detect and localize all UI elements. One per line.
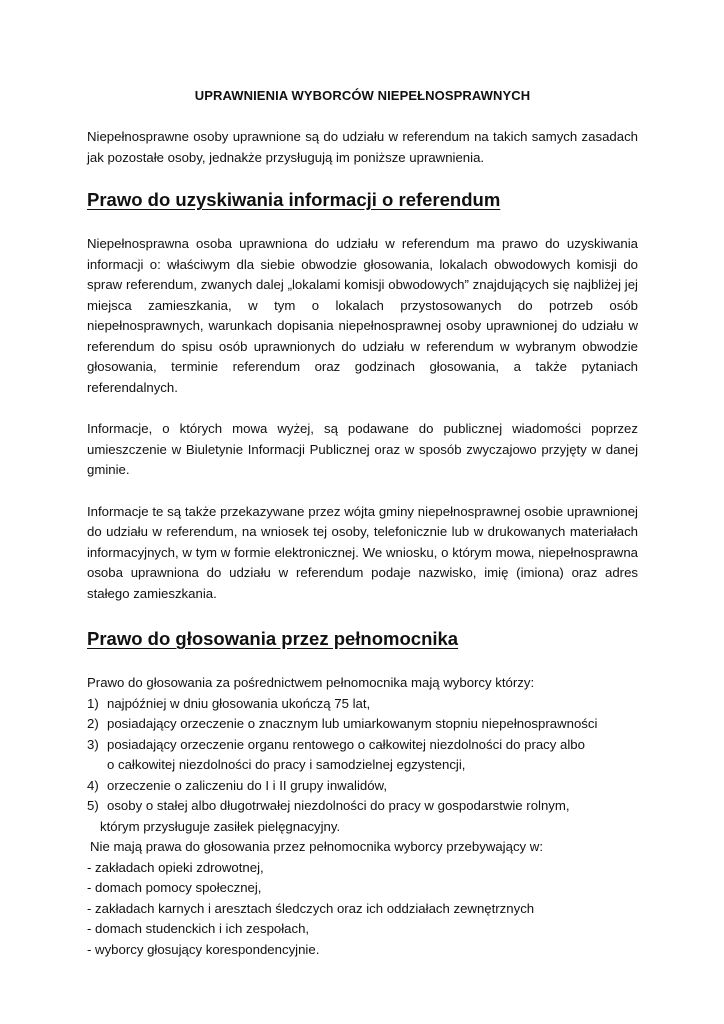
exclusion-lead: Nie mają prawa do głosowania przez pełnomocnika wyborcy przebywający w:: [90, 839, 543, 854]
list-item-text: posiadający orzeczenie organu rentowego o całkowitej niezdolności do pracy albo: [107, 736, 585, 752]
list-item-text: posiadający orzeczenie o znacznym lub umiarkowanym stopniu niepełnosprawności: [107, 716, 598, 731]
section-heading-information: Prawo do uzyskiwania informacji o referendum: [87, 189, 501, 210]
section-heading-proxy-voting: Prawo do głosowania przez pełnomocnika: [87, 628, 459, 649]
list-number: 3): [87, 736, 99, 752]
list-item: [87, 694, 638, 715]
information-paragraph-1: Niepełnosprawna osoba uprawniona do udziału w referendum ma prawo do uzyskiwania informacji o: właściwym dla siebie obwodzie głosowania, lokalach obwodowych komisji do spraw referendum, zwanych dalej „lokalami komisji obwodowych” znajdujących się najbliżej jej miejsca zamieszkania, w tym o lokalach przystosowanych do potrzeb osób niepełnosprawnych, warunkach dopisania niepełnosprawnej osoby uprawnionej do udziału w referendum do spisu osób uprawnionych do udziału w referendum w wybranym obwodzie głosowania, terminie referendum oraz godzinach głosowania, a także pytaniach referendalnych.: [87, 236, 638, 395]
exclusion-item: - domach studenckich i ich zespołach,: [87, 921, 310, 936]
document-page: [87, 88, 638, 960]
list-number: 4): [87, 777, 99, 793]
intro-paragraph: Niepełnosprawne osoby uprawnione są do udziału w referendum na takich samych zasadach jak pozostałe osoby, jednakże przysługują im poniższe uprawnienia.: [87, 129, 638, 165]
list-item-continuation: którym przysługuje zasiłek pielęgnacyjny.: [100, 818, 341, 834]
list-number: 5): [87, 798, 99, 813]
exclusion-item: - zakładach opieki zdrowotnej,: [87, 859, 264, 875]
exclusion-item: - domach pomocy społecznej,: [87, 880, 262, 895]
information-paragraph-3: Informacje te są także przekazywane przez wójta gminy niepełnosprawnej osobie uprawnionej do udziału w referendum, na wniosek tej osoby, telefonicznie lub w drukowanych materiałach informacyjnych, w tym w formie elektronicznej. We wniosku, o którym mowa, niepełnosprawna osoba uprawniona do udziału w referendum podaje nazwisko, imię (imiona) oraz adres stałego zamieszkania.: [87, 503, 638, 601]
list-item-text: osoby o stałej albo długotrwałej niezdolności do pracy w gospodarstwie rolnym,: [107, 798, 570, 813]
list-item: [87, 796, 638, 817]
list-item: [87, 776, 638, 797]
list-item-text: najpóźniej w dniu głosowania ukończą 75 lat,: [107, 695, 371, 711]
list-item: [87, 735, 638, 756]
exclusion-list: [87, 858, 638, 961]
list-item-text: orzeczenie o zaliczeniu do I i II grupy inwalidów,: [107, 777, 388, 793]
proxy-lead: Prawo do głosowania za pośrednictwem pełnomocnika mają wyborcy którzy:: [87, 675, 535, 690]
document-title: UPRAWNIENIA WYBORCÓW NIEPEŁNOSPRAWNYCH: [194, 88, 531, 103]
information-paragraph-2: Informacje, o których mowa wyżej, są podawane do publicznej wiadomości poprzez umieszczenie w Biuletynie Informacji Publicznej oraz w sposób zwyczajowo przyjęty w danej gminie.: [87, 421, 638, 477]
list-item: [87, 714, 638, 735]
proxy-eligibility-list: [87, 694, 638, 838]
exclusion-item: - wyborcy głosujący korespondencyjnie.: [87, 941, 320, 957]
list-item-continuation: o całkowitej niezdolności do pracy i samodzielnej egzystencji,: [107, 757, 466, 772]
list-number: 2): [87, 716, 99, 731]
exclusion-item: - zakładach karnych i aresztach śledczych oraz ich oddziałach zewnętrznych: [87, 900, 535, 916]
list-number: 1): [87, 695, 99, 711]
